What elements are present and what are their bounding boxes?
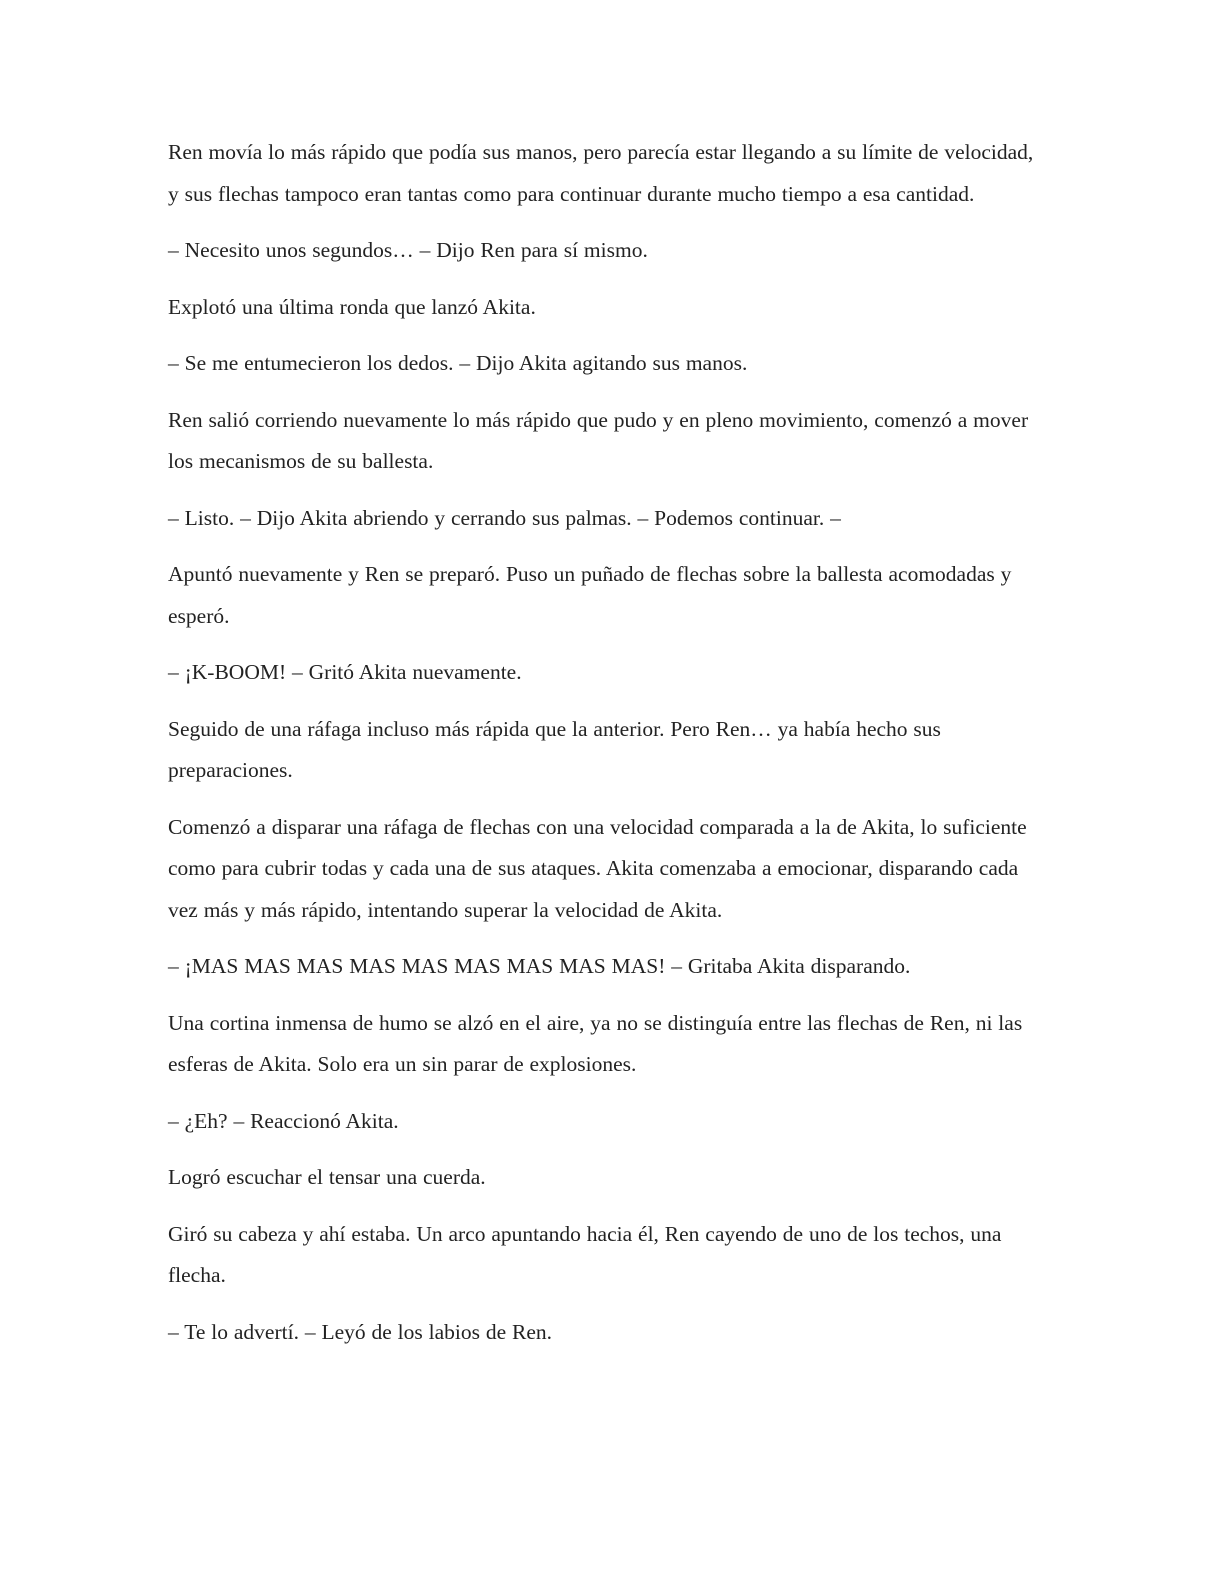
paragraph: Apuntó nuevamente y Ren se preparó. Puso un puñado de flechas sobre la ballesta acomodadas y esperó. [168, 562, 1012, 628]
dialogue-line: – ¡MAS MAS MAS MAS MAS MAS MAS MAS MAS! – Gritaba Akita disparando. [168, 954, 911, 978]
paragraph: Logró escuchar el tensar una cuerda. [168, 1165, 486, 1189]
dialogue-line: – ¡K-BOOM! – Gritó Akita nuevamente. [168, 660, 522, 684]
dialogue-line: – Te lo advertí. – Leyó de los labios de Ren. [168, 1319, 553, 1344]
dialogue-line: – Necesito unos segundos… – Dijo Ren para sí mismo. [168, 238, 648, 262]
paragraph: Seguido de una ráfaga incluso más rápida que la anterior. Pero Ren… ya había hecho sus preparaciones. [168, 716, 941, 782]
paragraph: Explotó una última ronda que lanzó Akita. [168, 294, 536, 319]
paragraph: Giró su cabeza y ahí estaba. Un arco apuntando hacia él, Ren cayendo de uno de los techos, una flecha. [168, 1221, 1002, 1287]
dialogue-line: – Listo. – Dijo Akita abriendo y cerrando sus palmas. – Podemos continuar. – [168, 505, 841, 530]
paragraph: Ren movía lo más rápido que podía sus manos, pero parecía estar llegando a su límite de velocidad, y sus flechas tampoco eran tantas como para continuar durante mucho tiempo a esa cantidad. [168, 140, 1034, 206]
dialogue-line: – Se me entumecieron los dedos. – Dijo Akita agitando sus manos. [168, 351, 748, 375]
paragraph: Una cortina inmensa de humo se alzó en el aire, ya no se distinguía entre las flechas de Ren, ni las esferas de Akita. Solo era un sin parar de explosiones. [168, 1010, 1023, 1076]
paragraph: Comenzó a disparar una ráfaga de flechas con una velocidad comparada a la de Akita, lo suficiente como para cubrir todas y cada una de sus ataques. Akita comenzaba a emocionar, disparando cada vez más y más rápido, intentando superar la velocidad de Akita. [168, 814, 1027, 922]
paragraph: Ren salió corriendo nuevamente lo más rápido que pudo y en pleno movimiento, comenzó a mover los mecanismos de su ballesta. [168, 407, 1029, 473]
document-body [168, 132, 1048, 1368]
dialogue-line: – ¿Eh? – Reaccionó Akita. [168, 1108, 399, 1133]
